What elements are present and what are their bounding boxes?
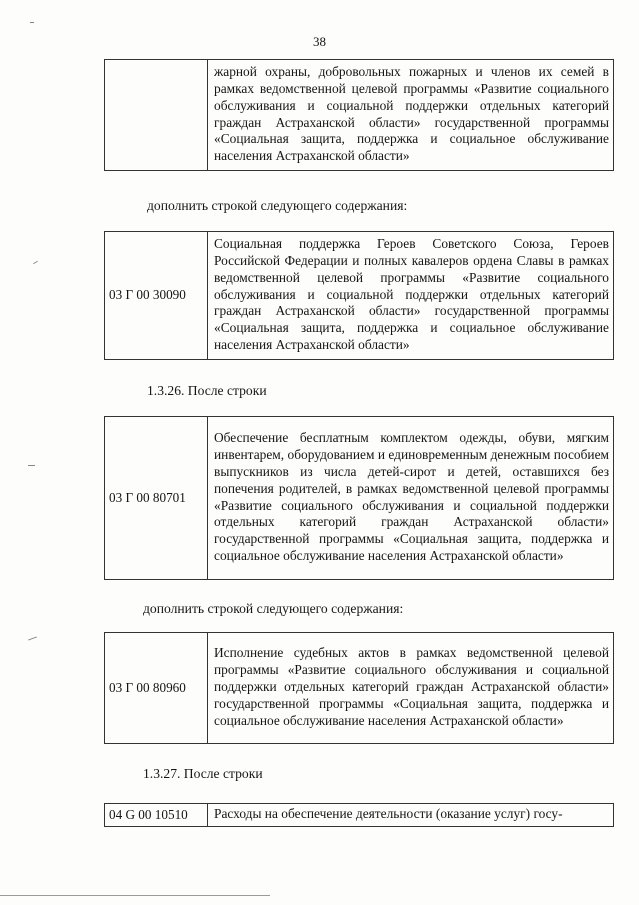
section-heading: 1.3.27. После строки xyxy=(143,766,263,781)
description-cell: Исполнение судебных актов в рамках ведомственной целевой программы «Развитие социального обслуживания и социальной поддержки отдельных категорий граждан Астраханской области» государственной программы «Социальная защита, поддержка и социальное обслуживание населения Астраханской области» xyxy=(208,633,614,744)
budget-table-5 xyxy=(104,803,614,827)
code-cell: 04 G 00 10510 xyxy=(105,804,208,827)
code-cell: 03 Г 00 30090 xyxy=(105,232,208,360)
description-cell: жарной охраны, добровольных пожарных и членов их семей в рамках ведомственной целевой программы «Развитие социального обслуживания и социальной поддержки отдельных категорий граждан Астраханской области» государственной программы «Социальная защита, поддержка и социальное обслуживание населения Астраханской области» xyxy=(208,60,614,171)
budget-table-2 xyxy=(104,231,614,360)
description-cell: Расходы на обеспечение деятельности (оказание услуг) госу- xyxy=(208,804,614,827)
table-row xyxy=(105,633,614,744)
table-row xyxy=(105,804,614,827)
scan-mark xyxy=(28,465,35,466)
instruction-paragraph: дополнить строкой следующего содержания: xyxy=(147,198,408,213)
page-number: 38 xyxy=(313,34,326,49)
footer-rule xyxy=(0,895,270,896)
code-cell: 03 Г 00 80701 xyxy=(105,417,208,580)
table-row xyxy=(105,232,614,360)
description-cell: Обеспечение бесплатным комплектом одежды, обуви, мягким инвентарем, оборудованием и единовременным денежным пособием выпускников из числа детей-сирот и детей, оставшихся без попечения родителей, в рамках ведомственной целевой программы «Развитие социального обслуживания и социальной поддержки отдельных категорий граждан Астраханской области» государственной программы «Социальная защита, поддержка и социальное обслуживание населения Астраханской области» xyxy=(208,417,614,580)
section-heading: 1.3.26. После строки xyxy=(147,383,267,398)
table-row xyxy=(105,417,614,580)
scan-mark xyxy=(33,261,38,264)
budget-table-3 xyxy=(104,416,614,580)
description-cell: Социальная поддержка Героев Советского Союза, Героев Российской Федерации и полных кавалеров ордена Славы в рамках ведомственной целевой программы «Развитие социального обслуживания и социальной поддержки отдельных категорий граждан Астраханской области» государственной программы «Социальная защита, поддержка и социальное обслуживание населения Астраханской области» xyxy=(208,232,614,360)
budget-table-1 xyxy=(104,59,614,171)
scan-mark xyxy=(30,22,34,23)
instruction-paragraph: дополнить строкой следующего содержания: xyxy=(143,601,404,616)
budget-table-4 xyxy=(104,632,614,744)
code-cell: 03 Г 00 80960 xyxy=(105,633,208,744)
table-row xyxy=(105,60,614,171)
code-cell xyxy=(105,60,208,171)
scan-mark xyxy=(28,636,37,640)
